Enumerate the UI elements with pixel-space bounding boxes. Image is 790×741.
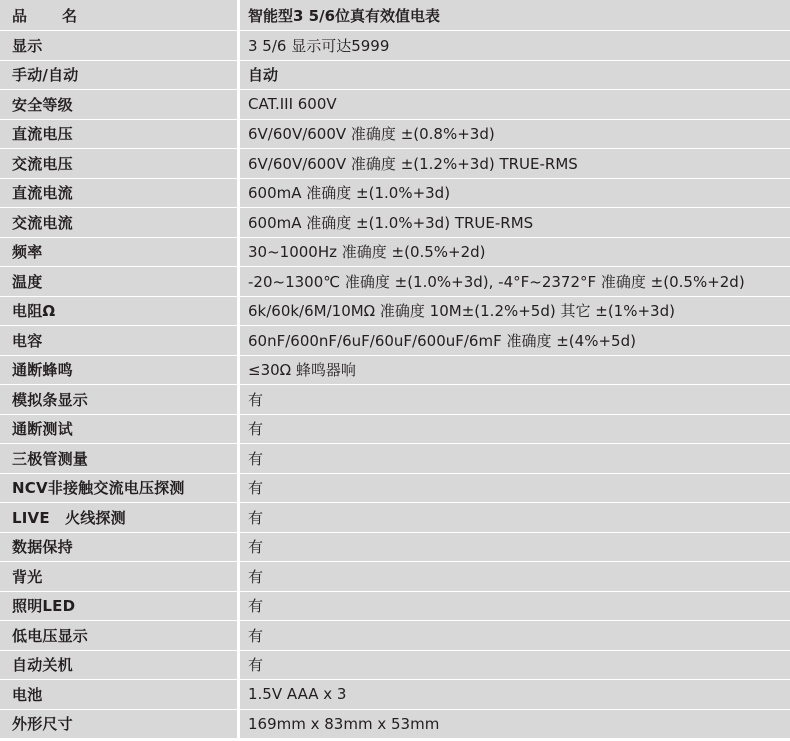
spec-value: 有 <box>240 592 790 621</box>
spec-label: 安全等级 <box>0 90 237 119</box>
spec-row <box>0 621 790 651</box>
spec-row <box>0 326 790 356</box>
spec-value: 有 <box>240 385 790 414</box>
spec-label: 数据保持 <box>0 533 237 562</box>
spec-value: 有 <box>240 533 790 562</box>
spec-label: 交流电压 <box>0 149 237 178</box>
spec-label: NCV非接触交流电压探测 <box>0 474 237 503</box>
spec-label: 模拟条显示 <box>0 385 237 414</box>
spec-value: 自动 <box>240 61 790 90</box>
spec-row <box>0 238 790 268</box>
spec-row <box>0 179 790 209</box>
spec-value: 6V/60V/600V 准确度 ±(1.2%+3d) TRUE-RMS <box>240 149 790 178</box>
spec-label: 频率 <box>0 238 237 267</box>
spec-row <box>0 267 790 297</box>
spec-value: 有 <box>240 621 790 650</box>
spec-row <box>0 31 790 61</box>
spec-row <box>0 0 790 31</box>
spec-row <box>0 562 790 592</box>
spec-row <box>0 474 790 504</box>
spec-label: 电池 <box>0 680 237 709</box>
spec-value: 有 <box>240 562 790 591</box>
spec-value: 有 <box>240 415 790 444</box>
spec-value: 60nF/600nF/6uF/60uF/600uF/6mF 准确度 ±(4%+5d) <box>240 326 790 355</box>
spec-label: 照明LED <box>0 592 237 621</box>
spec-value: -20~1300℃ 准确度 ±(1.0%+3d), -4°F~2372°F 准确度 ±(0.5%+2d) <box>240 267 790 296</box>
spec-value: 600mA 准确度 ±(1.0%+3d) TRUE-RMS <box>240 208 790 237</box>
spec-row <box>0 592 790 622</box>
spec-label: 品 名 <box>0 0 237 30</box>
spec-row <box>0 415 790 445</box>
spec-label: 通断测试 <box>0 415 237 444</box>
spec-row <box>0 710 790 740</box>
spec-value: 169mm x 83mm x 53mm <box>240 710 790 739</box>
spec-row <box>0 503 790 533</box>
spec-value: 600mA 准确度 ±(1.0%+3d) <box>240 179 790 208</box>
spec-value: CAT.III 600V <box>240 90 790 119</box>
spec-row <box>0 385 790 415</box>
spec-label: 交流电流 <box>0 208 237 237</box>
spec-label: 手动/自动 <box>0 61 237 90</box>
spec-value: 6k/60k/6M/10MΩ 准确度 10M±(1.2%+5d) 其它 ±(1%+3d) <box>240 297 790 326</box>
spec-label: 显示 <box>0 31 237 60</box>
spec-value: 有 <box>240 474 790 503</box>
spec-value: 1.5V AAA x 3 <box>240 680 790 709</box>
spec-value: 30~1000Hz 准确度 ±(0.5%+2d) <box>240 238 790 267</box>
spec-value: 智能型3 5/6位真有效值电表 <box>240 0 790 30</box>
spec-label: LIVE 火线探测 <box>0 503 237 532</box>
spec-row <box>0 297 790 327</box>
spec-label: 温度 <box>0 267 237 296</box>
spec-label: 三极管测量 <box>0 444 237 473</box>
spec-value: 6V/60V/600V 准确度 ±(0.8%+3d) <box>240 120 790 149</box>
spec-label: 低电压显示 <box>0 621 237 650</box>
spec-row <box>0 680 790 710</box>
spec-row <box>0 61 790 91</box>
spec-value: 有 <box>240 503 790 532</box>
spec-row <box>0 90 790 120</box>
spec-label: 直流电流 <box>0 179 237 208</box>
spec-value: 有 <box>240 651 790 680</box>
spec-row <box>0 120 790 150</box>
spec-row <box>0 208 790 238</box>
spec-label: 电阻Ω <box>0 297 237 326</box>
spec-row <box>0 444 790 474</box>
spec-row <box>0 533 790 563</box>
spec-label: 直流电压 <box>0 120 237 149</box>
spec-value: 有 <box>240 444 790 473</box>
spec-row <box>0 149 790 179</box>
spec-value: 3 5/6 显示可达5999 <box>240 31 790 60</box>
spec-label: 通断蜂鸣 <box>0 356 237 385</box>
spec-row <box>0 356 790 386</box>
spec-label: 自动关机 <box>0 651 237 680</box>
spec-label: 电容 <box>0 326 237 355</box>
spec-label: 背光 <box>0 562 237 591</box>
spec-row <box>0 651 790 681</box>
spec-value: ≤30Ω 蜂鸣器响 <box>240 356 790 385</box>
spec-label: 外形尺寸 <box>0 710 237 739</box>
